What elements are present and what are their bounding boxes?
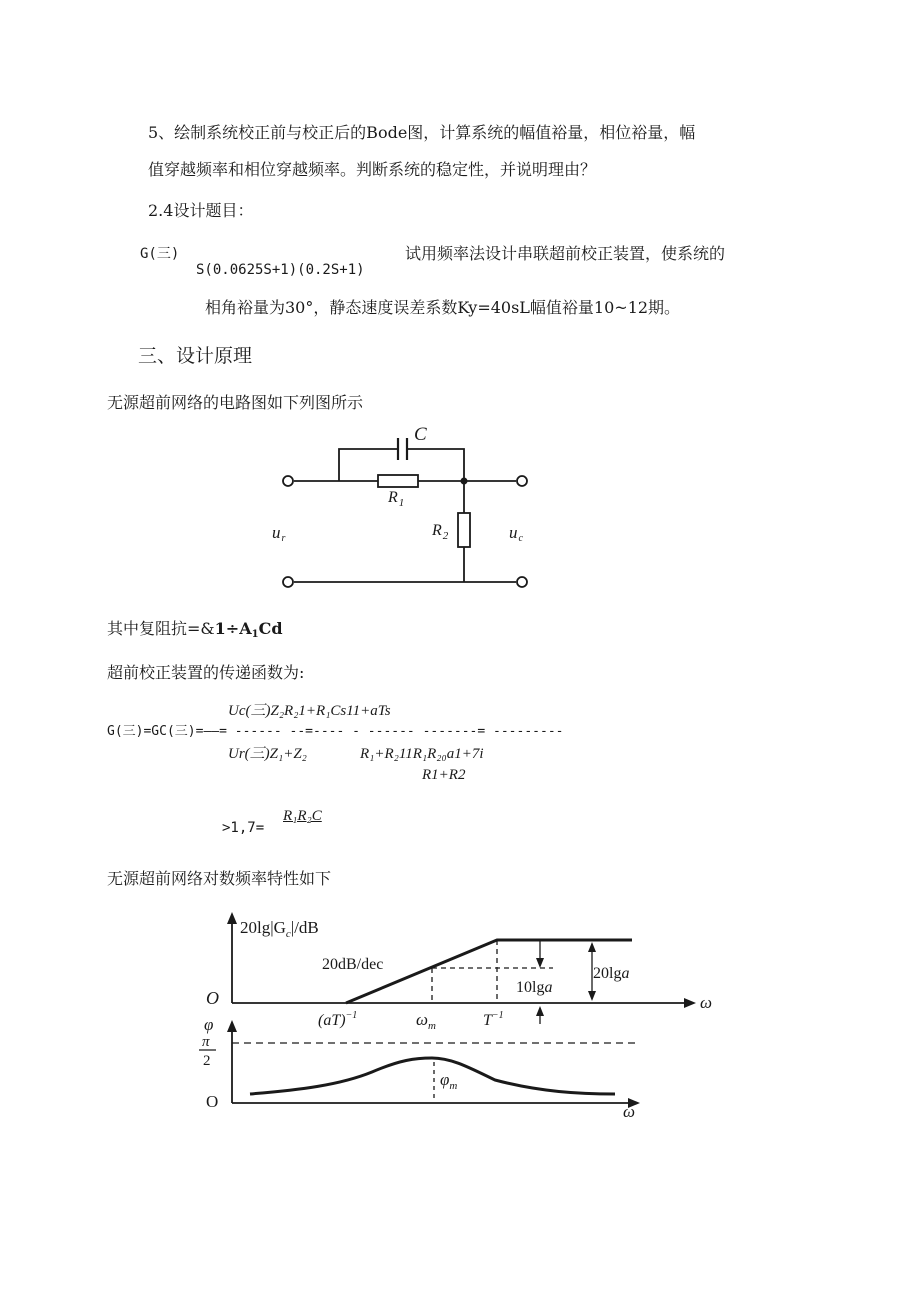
bode-intro: 无源超前网络对数频率特性如下 (107, 869, 332, 888)
max-phase-label: $\varphi_m$ (440, 1070, 458, 1092)
omega-axis-label-bottom: ω (623, 1102, 636, 1121)
r1-label: $R_1$ (388, 489, 405, 509)
uc-label: uc (509, 523, 523, 544)
problem-text-2: 相角裕量为30°，静态速度误差系数Ky=40sL幅值裕量10~12期。 (205, 298, 681, 317)
problem-text-1: 试用频率法设计串联超前校正装置，使系统的 (405, 244, 726, 263)
omega-axis-label-top: ω (700, 993, 713, 1012)
ur-label: ur (272, 523, 286, 544)
section3-title: 三、设计原理 (138, 345, 253, 367)
tf-intro: 超前校正装置的传递函数为: (107, 663, 305, 682)
mag-axis-label: $20\lg|G_c|/dB$ (240, 918, 319, 940)
circuit-intro: 无源超前网络的电路图如下列图所示 (107, 393, 364, 412)
half-gain-label: 10lga (516, 979, 553, 996)
phase-axis-label: φ (204, 1015, 214, 1034)
impedance-line: 其中复阻抗$=\&1\div A_1Cd$ (107, 619, 283, 640)
max-phase-freq-label: $\omega_m$ (416, 1010, 436, 1032)
origin-label-bottom: O (206, 1092, 219, 1111)
g-lhs: G(三) (140, 246, 180, 262)
slope-label: 20dB/dec (322, 956, 384, 973)
tf-top: Uc(三)Z₂R₂1+R₁Cs11+aTs (228, 703, 391, 719)
corner-freq-2: $T^{-1}$ (483, 1010, 504, 1029)
item5-line2: 值穿越频率和相位穿越频率。判断系统的稳定性，并说明理由？ (148, 160, 597, 179)
design-title: 2.4设计题目： (148, 201, 254, 220)
tf-bottom-left: Ur(三)Z₁+Z₂ (228, 746, 307, 762)
g-denominator: S(0.0625S+1)(0.2S+1) (196, 262, 365, 278)
origin-label-top: O (206, 988, 219, 1008)
phase-curve (250, 1058, 615, 1094)
capacitor-label: C (414, 424, 427, 445)
corner-freq-1: (aT)$^{-1}$ (318, 1010, 358, 1029)
two-label: 2 (203, 1053, 211, 1069)
item5-line1: 5、绘制系统校正前与校正后的Bode图，计算系统的幅值裕量，相位裕量，幅 (148, 123, 696, 142)
tf-middle: G(三)=GC(三)=——= ------ --=---- - ------ -------= --------- (107, 724, 564, 739)
r2-label: $R_2$ (432, 522, 449, 542)
tf-bottom-right: R₁+R₂11R₁R₂₀a1+7i (360, 746, 484, 762)
t-definition-rhs: R₁R₂C (283, 808, 322, 824)
tf-bottom-2: R1+R2 (422, 767, 466, 783)
t-definition-lhs: >1,7= (222, 820, 265, 836)
pi-label: π (202, 1034, 210, 1050)
full-gain-label: 20lga (593, 965, 630, 982)
